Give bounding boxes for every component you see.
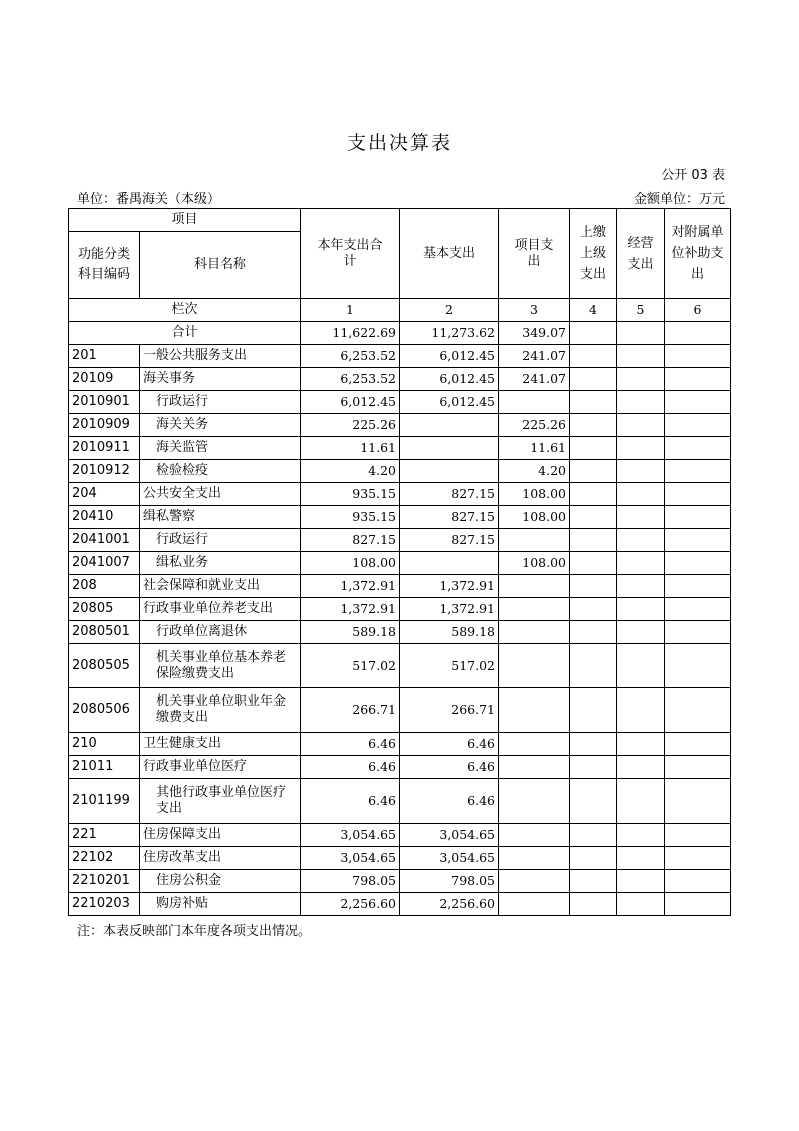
basic-cell: 1,372.91 xyxy=(400,598,499,621)
header-subsidy: 对附属单位补助支出 xyxy=(665,209,731,299)
business-cell xyxy=(617,621,665,644)
subsidy-cell xyxy=(665,870,731,893)
subsidy-cell xyxy=(665,529,731,552)
name-cell: 海关监管 xyxy=(140,437,301,460)
project-cell xyxy=(499,893,570,916)
upper-cell xyxy=(570,779,617,824)
upper-cell xyxy=(570,824,617,847)
subsidy-cell xyxy=(665,598,731,621)
basic-cell: 798.05 xyxy=(400,870,499,893)
total-cell: 2,256.60 xyxy=(301,893,400,916)
project-cell xyxy=(499,870,570,893)
basic-cell: 6,012.45 xyxy=(400,391,499,414)
business-cell xyxy=(617,529,665,552)
project-cell: 11.61 xyxy=(499,437,570,460)
subsidy-cell xyxy=(665,483,731,506)
table-row xyxy=(69,506,731,529)
total-cell: 6,253.52 xyxy=(301,368,400,391)
basic-cell xyxy=(400,414,499,437)
table-row xyxy=(69,870,731,893)
name-cell: 行政事业单位养老支出 xyxy=(140,598,301,621)
name-cell: 机关事业单位职业年金缴费支出 xyxy=(140,688,301,733)
table-row xyxy=(69,575,731,598)
name-cell: 缉私业务 xyxy=(140,552,301,575)
table-row xyxy=(69,688,731,733)
total-cell: 517.02 xyxy=(301,644,400,688)
empty-cell xyxy=(570,322,617,345)
total-cell: 935.15 xyxy=(301,483,400,506)
name-cell: 一般公共服务支出 xyxy=(140,345,301,368)
project-cell xyxy=(499,824,570,847)
code-cell: 21011 xyxy=(69,756,140,779)
subsidy-cell xyxy=(665,368,731,391)
subsidy-cell xyxy=(665,779,731,824)
subsidy-cell xyxy=(665,847,731,870)
project-cell: 108.00 xyxy=(499,506,570,529)
name-cell: 行政运行 xyxy=(140,391,301,414)
total-cell: 6.46 xyxy=(301,779,400,824)
business-cell xyxy=(617,368,665,391)
name-cell: 行政单位离退休 xyxy=(140,621,301,644)
total-cell: 6.46 xyxy=(301,756,400,779)
project-cell xyxy=(499,575,570,598)
basic-cell: 827.15 xyxy=(400,529,499,552)
project-cell xyxy=(499,688,570,733)
upper-cell xyxy=(570,847,617,870)
name-cell: 社会保障和就业支出 xyxy=(140,575,301,598)
upper-cell xyxy=(570,893,617,916)
table-row xyxy=(69,529,731,552)
table-row xyxy=(69,756,731,779)
basic-cell: 517.02 xyxy=(400,644,499,688)
table-row xyxy=(69,437,731,460)
upper-cell xyxy=(570,575,617,598)
total-cell: 827.15 xyxy=(301,529,400,552)
subsidy-cell xyxy=(665,756,731,779)
business-cell xyxy=(617,437,665,460)
header-row-1 xyxy=(69,209,731,232)
name-cell: 卫生健康支出 xyxy=(140,733,301,756)
business-cell xyxy=(617,824,665,847)
basic-cell: 2,256.60 xyxy=(400,893,499,916)
subsidy-cell xyxy=(665,893,731,916)
table-row xyxy=(69,483,731,506)
upper-cell xyxy=(570,345,617,368)
total-label: 合计 xyxy=(69,322,301,345)
business-cell xyxy=(617,644,665,688)
project-cell: 108.00 xyxy=(499,552,570,575)
basic-cell: 266.71 xyxy=(400,688,499,733)
business-cell xyxy=(617,391,665,414)
subsidy-cell xyxy=(665,552,731,575)
basic-cell: 3,054.65 xyxy=(400,847,499,870)
upper-cell xyxy=(570,552,617,575)
subsidy-cell xyxy=(665,506,731,529)
code-cell: 22102 xyxy=(69,847,140,870)
project-cell: 241.07 xyxy=(499,368,570,391)
total-cell: 6,253.52 xyxy=(301,345,400,368)
basic-cell: 6,012.45 xyxy=(400,368,499,391)
table-row xyxy=(69,414,731,437)
column-number: 5 xyxy=(617,299,665,322)
table-row xyxy=(69,847,731,870)
subsidy-cell xyxy=(665,437,731,460)
header-upper: 上缴上级支出 xyxy=(570,209,617,299)
code-cell: 20805 xyxy=(69,598,140,621)
subsidy-cell xyxy=(665,824,731,847)
total-cell: 11.61 xyxy=(301,437,400,460)
header-project: 项目支出 xyxy=(499,209,570,299)
header-total: 本年支出合计 xyxy=(301,209,400,299)
business-cell xyxy=(617,847,665,870)
total-cell: 225.26 xyxy=(301,414,400,437)
project-cell: 225.26 xyxy=(499,414,570,437)
header-item: 项目 xyxy=(69,209,301,232)
basic-cell: 6.46 xyxy=(400,779,499,824)
column-number: 6 xyxy=(665,299,731,322)
unit-label: 单位：番禺海关（本级） xyxy=(77,192,221,207)
table-row xyxy=(69,779,731,824)
upper-cell xyxy=(570,506,617,529)
code-cell: 2041007 xyxy=(69,552,140,575)
upper-cell xyxy=(570,733,617,756)
column-number: 1 xyxy=(301,299,400,322)
subsidy-cell xyxy=(665,575,731,598)
business-cell xyxy=(617,598,665,621)
project-cell xyxy=(499,621,570,644)
total-cell: 1,372.91 xyxy=(301,598,400,621)
table-row xyxy=(69,552,731,575)
header-basic: 基本支出 xyxy=(400,209,499,299)
footnote: 注：本表反映部门本年度各项支出情况。 xyxy=(77,924,312,939)
code-cell: 2010911 xyxy=(69,437,140,460)
table-row xyxy=(69,893,731,916)
code-cell: 2080505 xyxy=(69,644,140,688)
basic-cell: 6,012.45 xyxy=(400,345,499,368)
name-cell: 住房保障支出 xyxy=(140,824,301,847)
table-number: 公开 03 表 xyxy=(661,168,725,183)
project-cell xyxy=(499,391,570,414)
subsidy-cell xyxy=(665,414,731,437)
name-cell: 机关事业单位基本养老保险缴费支出 xyxy=(140,644,301,688)
upper-cell xyxy=(570,368,617,391)
basic-cell xyxy=(400,552,499,575)
project-cell xyxy=(499,733,570,756)
subsidy-cell xyxy=(665,733,731,756)
business-cell xyxy=(617,552,665,575)
upper-cell xyxy=(570,598,617,621)
code-cell: 2080506 xyxy=(69,688,140,733)
name-cell: 购房补贴 xyxy=(140,893,301,916)
column-number: 2 xyxy=(400,299,499,322)
business-cell xyxy=(617,733,665,756)
upper-cell xyxy=(570,391,617,414)
code-cell: 204 xyxy=(69,483,140,506)
project-cell xyxy=(499,644,570,688)
business-cell xyxy=(617,779,665,824)
code-cell: 2080501 xyxy=(69,621,140,644)
total-basic: 11,273.62 xyxy=(400,322,499,345)
table-row xyxy=(69,460,731,483)
subsidy-cell xyxy=(665,391,731,414)
business-cell xyxy=(617,756,665,779)
empty-cell xyxy=(665,322,731,345)
total-project: 349.07 xyxy=(499,322,570,345)
business-cell xyxy=(617,414,665,437)
code-cell: 201 xyxy=(69,345,140,368)
code-cell: 2010912 xyxy=(69,460,140,483)
code-cell: 20410 xyxy=(69,506,140,529)
name-cell: 住房改革支出 xyxy=(140,847,301,870)
total-sum: 11,622.69 xyxy=(301,322,400,345)
total-cell: 4.20 xyxy=(301,460,400,483)
business-cell xyxy=(617,460,665,483)
code-cell: 2010909 xyxy=(69,414,140,437)
code-cell: 2041001 xyxy=(69,529,140,552)
table-row xyxy=(69,598,731,621)
upper-cell xyxy=(570,437,617,460)
table-row xyxy=(69,345,731,368)
name-cell: 行政运行 xyxy=(140,529,301,552)
header-code: 功能分类科目编码 xyxy=(69,232,140,299)
name-cell: 海关关务 xyxy=(140,414,301,437)
header-name: 科目名称 xyxy=(140,232,301,299)
table-row xyxy=(69,391,731,414)
column-number-row xyxy=(69,299,731,322)
upper-cell xyxy=(570,644,617,688)
name-cell: 公共安全支出 xyxy=(140,483,301,506)
code-cell: 2010901 xyxy=(69,391,140,414)
business-cell xyxy=(617,483,665,506)
basic-cell: 589.18 xyxy=(400,621,499,644)
project-cell xyxy=(499,847,570,870)
total-cell: 935.15 xyxy=(301,506,400,529)
amount-unit-label: 金额单位：万元 xyxy=(633,192,725,207)
code-cell: 20109 xyxy=(69,368,140,391)
code-cell: 221 xyxy=(69,824,140,847)
upper-cell xyxy=(570,483,617,506)
page-title: 支出决算表 xyxy=(346,132,452,154)
project-cell xyxy=(499,756,570,779)
project-cell xyxy=(499,598,570,621)
header-business: 经营支出 xyxy=(617,209,665,299)
name-cell: 检验检疫 xyxy=(140,460,301,483)
code-cell: 208 xyxy=(69,575,140,598)
code-cell: 2210203 xyxy=(69,893,140,916)
column-number: 4 xyxy=(570,299,617,322)
table-row xyxy=(69,621,731,644)
basic-cell: 827.15 xyxy=(400,483,499,506)
upper-cell xyxy=(570,688,617,733)
project-cell: 241.07 xyxy=(499,345,570,368)
code-cell: 2101199 xyxy=(69,779,140,824)
name-cell: 行政事业单位医疗 xyxy=(140,756,301,779)
table-row xyxy=(69,733,731,756)
business-cell xyxy=(617,506,665,529)
upper-cell xyxy=(570,756,617,779)
basic-cell: 827.15 xyxy=(400,506,499,529)
upper-cell xyxy=(570,621,617,644)
expenditure-table xyxy=(68,208,731,916)
subsidy-cell xyxy=(665,644,731,688)
name-cell: 其他行政事业单位医疗支出 xyxy=(140,779,301,824)
subsidy-cell xyxy=(665,460,731,483)
business-cell xyxy=(617,688,665,733)
business-cell xyxy=(617,575,665,598)
subsidy-cell xyxy=(665,621,731,644)
table-row xyxy=(69,368,731,391)
basic-cell: 6.46 xyxy=(400,733,499,756)
business-cell xyxy=(617,870,665,893)
upper-cell xyxy=(570,414,617,437)
total-cell: 108.00 xyxy=(301,552,400,575)
total-cell: 1,372.91 xyxy=(301,575,400,598)
upper-cell xyxy=(570,460,617,483)
basic-cell xyxy=(400,437,499,460)
column-label: 栏次 xyxy=(69,299,301,322)
basic-cell: 6.46 xyxy=(400,756,499,779)
total-cell: 266.71 xyxy=(301,688,400,733)
upper-cell xyxy=(570,870,617,893)
table-row xyxy=(69,824,731,847)
project-cell xyxy=(499,529,570,552)
basic-cell: 1,372.91 xyxy=(400,575,499,598)
table-body xyxy=(69,209,731,916)
project-cell: 4.20 xyxy=(499,460,570,483)
basic-cell: 3,054.65 xyxy=(400,824,499,847)
empty-cell xyxy=(617,322,665,345)
column-number: 3 xyxy=(499,299,570,322)
basic-cell xyxy=(400,460,499,483)
code-cell: 2210201 xyxy=(69,870,140,893)
name-cell: 海关事务 xyxy=(140,368,301,391)
total-row xyxy=(69,322,731,345)
business-cell xyxy=(617,893,665,916)
project-cell: 108.00 xyxy=(499,483,570,506)
total-cell: 6.46 xyxy=(301,733,400,756)
total-cell: 3,054.65 xyxy=(301,824,400,847)
project-cell xyxy=(499,779,570,824)
name-cell: 住房公积金 xyxy=(140,870,301,893)
business-cell xyxy=(617,345,665,368)
total-cell: 589.18 xyxy=(301,621,400,644)
subsidy-cell xyxy=(665,688,731,733)
upper-cell xyxy=(570,529,617,552)
code-cell: 210 xyxy=(69,733,140,756)
total-cell: 798.05 xyxy=(301,870,400,893)
total-cell: 3,054.65 xyxy=(301,847,400,870)
name-cell: 缉私警察 xyxy=(140,506,301,529)
total-cell: 6,012.45 xyxy=(301,391,400,414)
subsidy-cell xyxy=(665,345,731,368)
table-row xyxy=(69,644,731,688)
